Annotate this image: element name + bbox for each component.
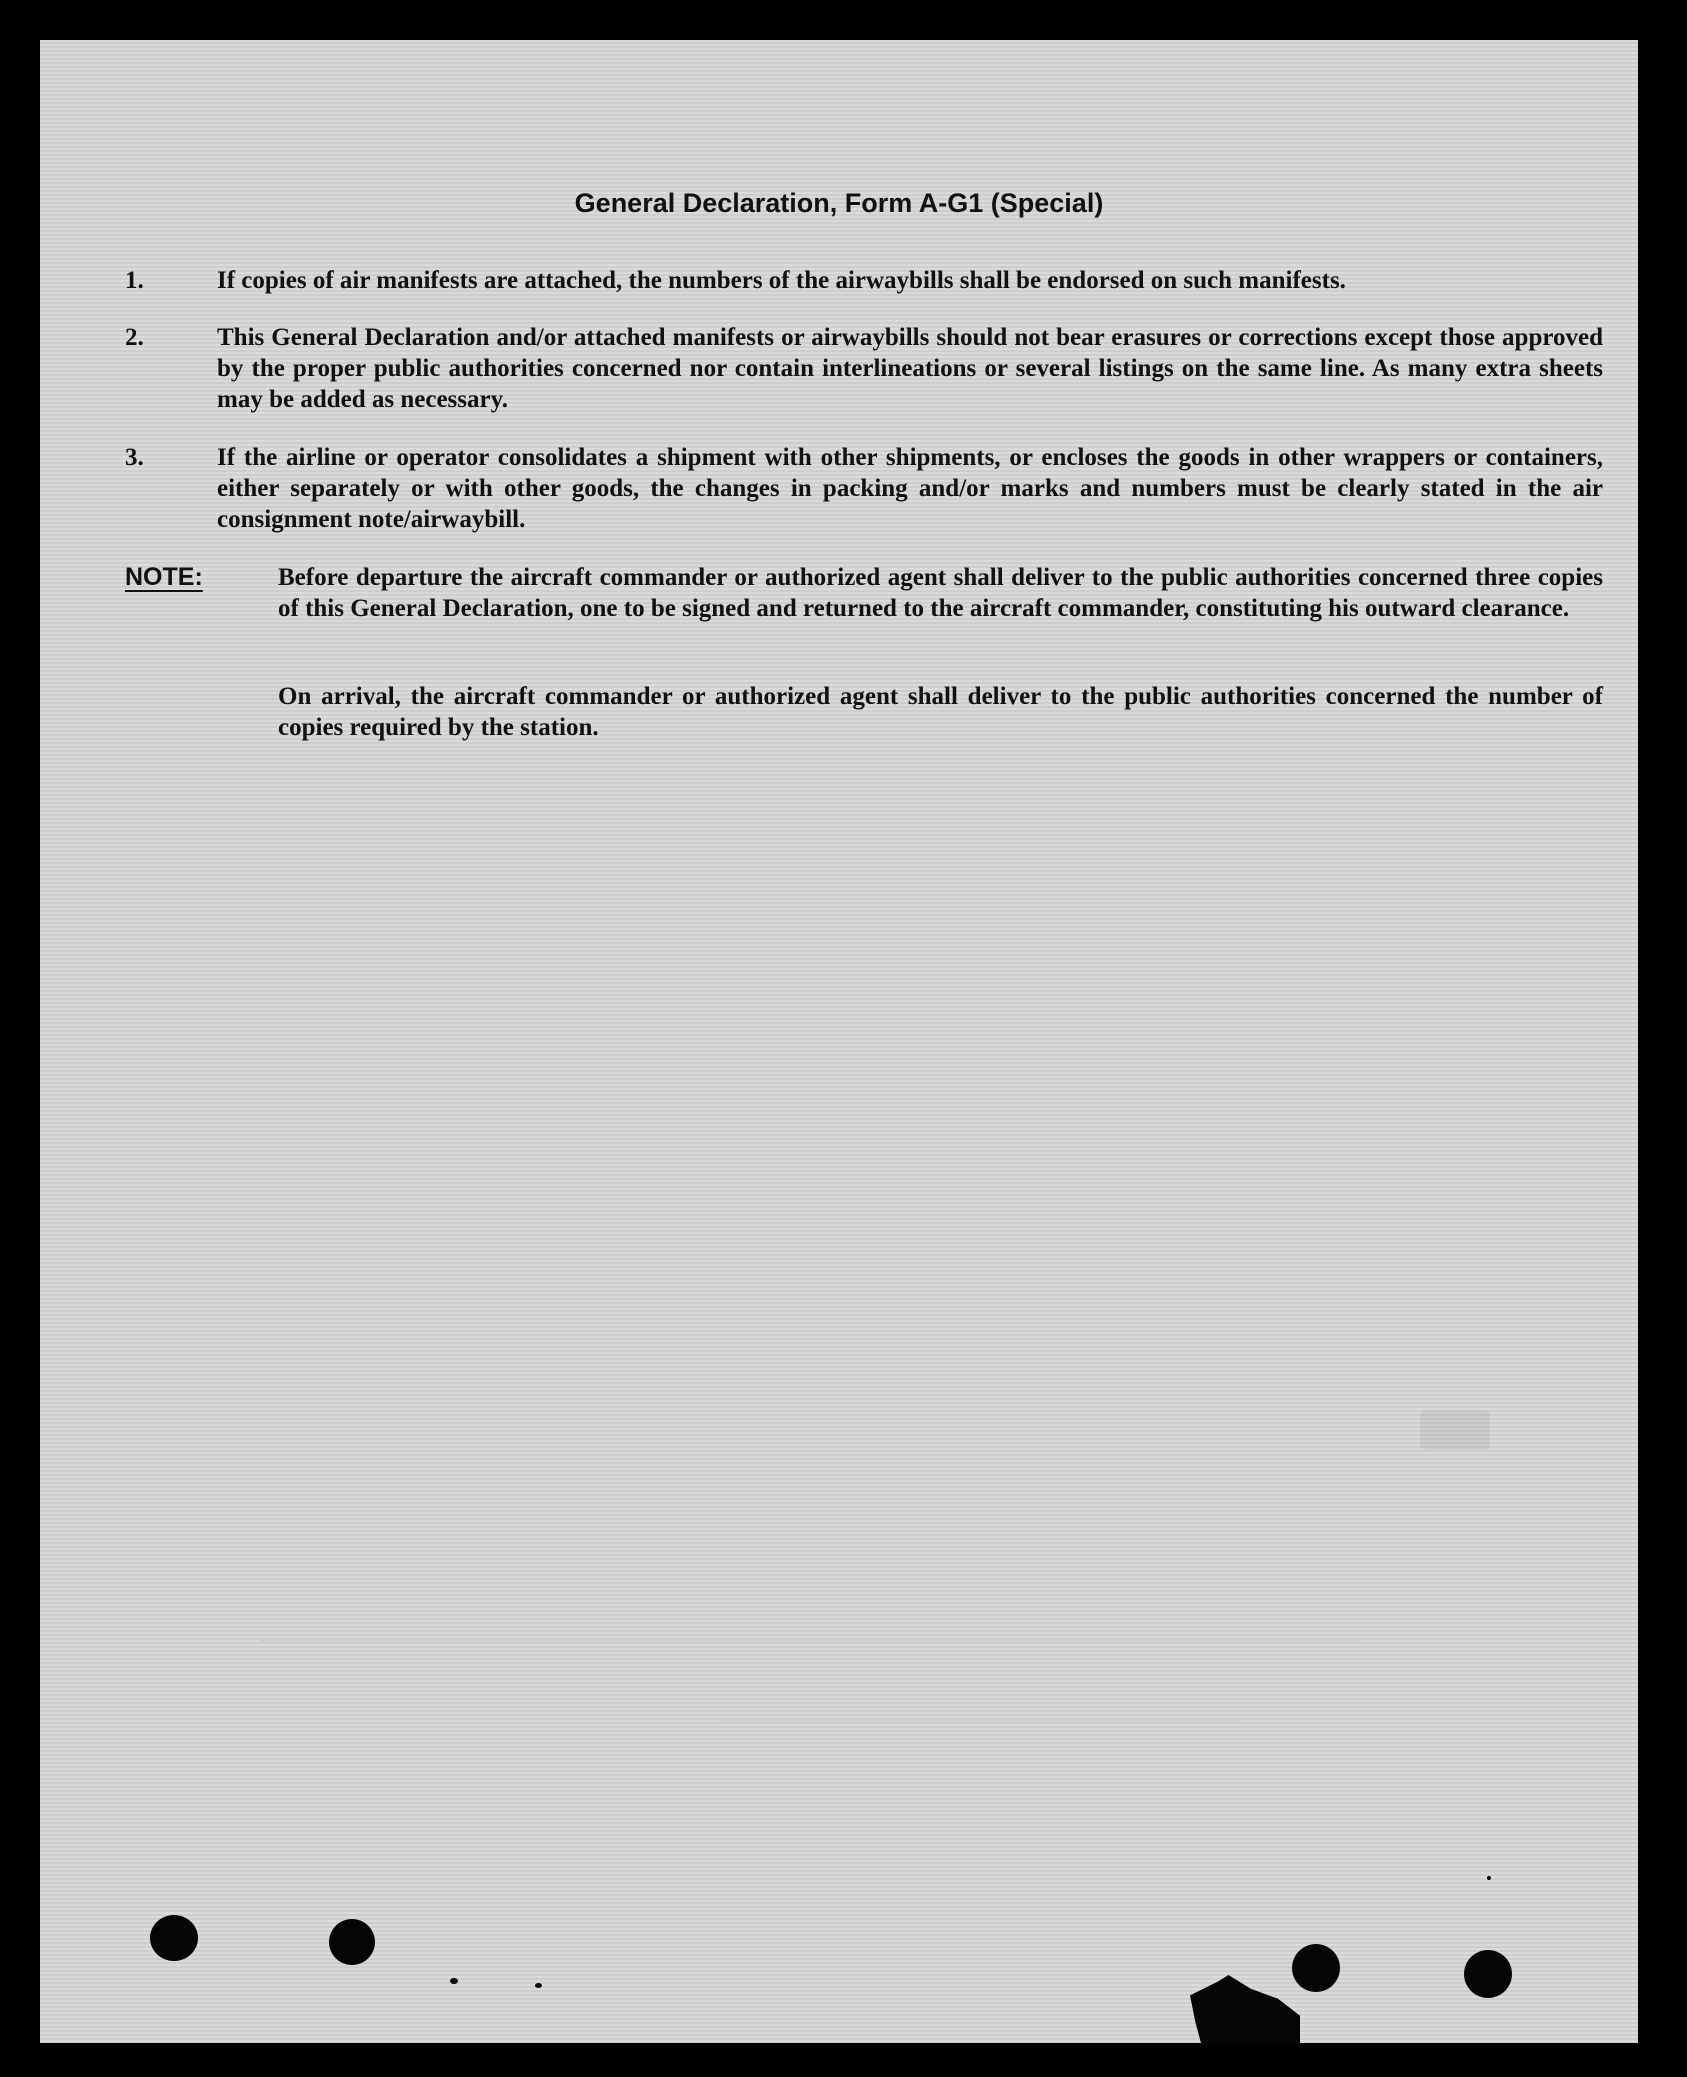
- note-paragraph-2: On arrival, the aircraft commander or authorized agent shall deliver to the public authorities concerned the number of copies required by the station.: [278, 683, 1603, 741]
- instruction-item: [125, 322, 1603, 415]
- instruction-item: [125, 442, 1603, 535]
- bleed-through-mark: [1420, 1410, 1490, 1450]
- item-text: If copies of air manifests are attached, the numbers of the airwaybills shall be endorsed on such manifests.: [217, 267, 1346, 294]
- instruction-item: [125, 265, 1603, 296]
- punch-hole: [1292, 1944, 1340, 1992]
- bleed-through-line: [260, 1640, 1360, 1642]
- document-title: General Declaration, Form A-G1 (Special): [574, 188, 1104, 218]
- item-number: 3.: [125, 444, 144, 471]
- speck: [450, 1978, 458, 1984]
- note-label: NOTE:: [125, 563, 203, 591]
- punch-hole: [150, 1915, 198, 1961]
- ink-blot: [1190, 1975, 1300, 2043]
- document-page: [40, 40, 1638, 2043]
- note-paragraph-1: Before departure the aircraft commander or authorized agent shall deliver to the public authorities concerned three copies of this General Declaration, one to be signed and returned to the aircraft commander, constituting his outward clearance.: [278, 564, 1603, 622]
- item-text: If the airline or operator consolidates a shipment with other shipments, or encloses the goods in other wrappers or containers, either separately or with other goods, the changes in packing and/or marks and numbers must be clearly stated in the air consignment note/airwaybill.: [217, 444, 1603, 533]
- item-text: This General Declaration and/or attached manifests or airwaybills should not bear erasures or corrections except those approved by the proper public authorities concerned nor contain interlineations or several listings on the same line. As many extra sheets may be added as necessary.: [217, 324, 1603, 413]
- item-number: 2.: [125, 324, 144, 351]
- note-section: [125, 562, 1603, 624]
- bleed-through-line: [720, 1720, 1240, 1722]
- punch-hole: [1464, 1950, 1512, 1998]
- speck: [535, 1983, 542, 1988]
- punch-hole: [329, 1919, 375, 1965]
- speck: [1487, 1876, 1491, 1880]
- item-number: 1.: [125, 267, 144, 294]
